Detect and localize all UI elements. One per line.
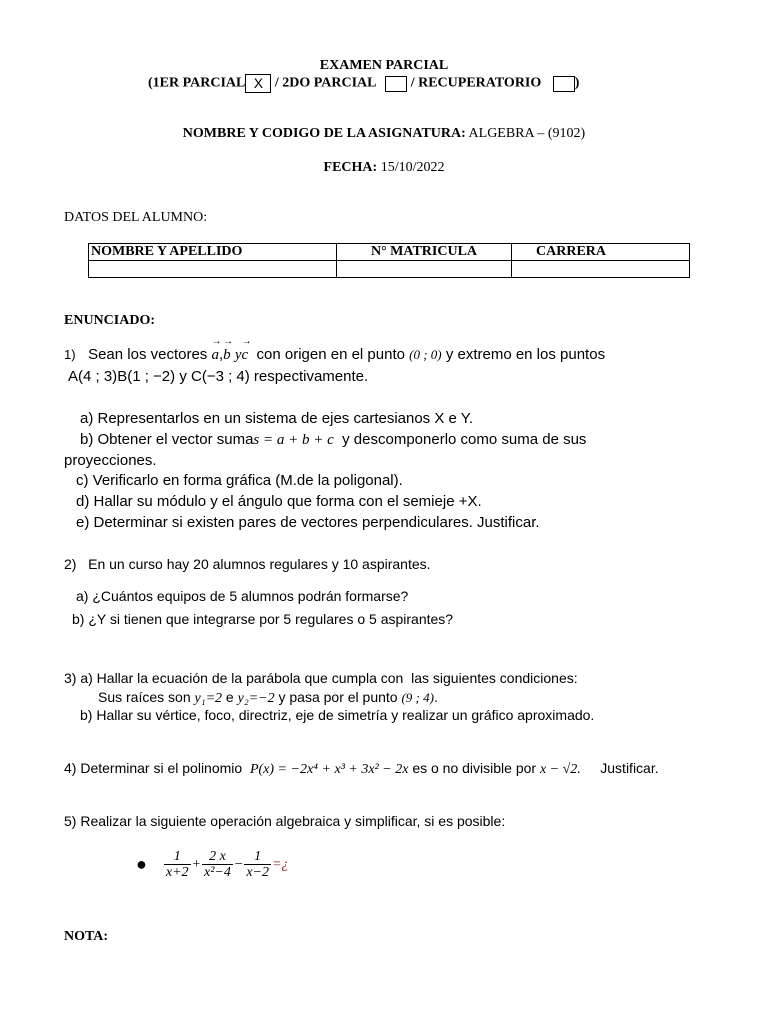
q2-item-b: b) ¿Y si tienen que integrarse por 5 regulares o 5 aspirantes?: [72, 611, 454, 627]
bullet-icon: ●: [136, 854, 147, 874]
col-carrera-header: CARRERA: [512, 244, 690, 261]
fraction-3: [244, 849, 271, 880]
first-partial-mark: X: [253, 75, 264, 91]
q4-justify: Justificar.: [600, 760, 659, 776]
q1-text-c: y extremo en los puntos: [445, 346, 606, 363]
q3-item-b: b) Hallar su vértice, foco, directriz, eje de simetría y realizar un gráfico aproximado.: [80, 707, 595, 723]
root-1: y₁=2: [194, 691, 223, 706]
close-paren: ): [574, 75, 580, 91]
q3-and: e: [225, 689, 234, 705]
q1-number: 1): [64, 347, 76, 362]
q1-line2: [68, 368, 368, 385]
subject-value: ALGEBRA – (9102): [468, 126, 586, 141]
second-partial-checkbox[interactable]: [385, 76, 407, 92]
name-cell[interactable]: [89, 261, 337, 278]
point-b: B(1 ; −2): [117, 368, 176, 385]
q1-item-c: c) Verificarlo en forma gráfica (M.de la poligonal).: [76, 472, 403, 489]
carrera-cell[interactable]: [512, 261, 690, 278]
fraction-3-num: 1: [254, 849, 262, 864]
q1-item-d: d) Hallar su módulo y el ángulo que forma con el semieje +X.: [76, 493, 482, 510]
vector-b: → b: [223, 347, 231, 364]
q5-expression: [136, 849, 288, 880]
enunciado-title: ENUNCIADO:: [64, 313, 155, 328]
fraction-3-den: x−2: [246, 865, 269, 880]
q3-line2: Sus raíces son y₁=2 e y₂=−2 y pasa por el punto (9 ; 4).: [98, 689, 438, 706]
q3-roots-label: Sus raíces son: [98, 689, 191, 705]
divisor: x − √2.: [539, 762, 581, 777]
q3-line1: 3) a) Hallar la ecuación de la parábola que cumpla con las siguientes condiciones:: [64, 670, 578, 686]
q4-line: [64, 760, 659, 778]
fraction-1-num: 1: [173, 849, 181, 864]
q4-text-b: es o no divisible por: [412, 760, 537, 776]
point-c: y C(−3 ; 4): [179, 368, 250, 385]
q1-item-a: a) Representarlos en un sistema de ejes cartesianos X e Y.: [80, 410, 474, 427]
second-partial-label: / 2DO PARCIAL: [274, 75, 376, 91]
equals-sign: =¿: [271, 856, 289, 872]
minus-sign: −: [233, 856, 244, 872]
sum-vector-formula: s = a + b + c: [253, 432, 334, 448]
fraction-2-num: 2 x: [209, 849, 226, 864]
q1-item-b-cont: proyecciones.: [64, 452, 157, 469]
fraction-1-den: x+2: [165, 865, 189, 880]
q1-line1: 1) Sean los vectores → a,→ b y→ c con origen en el punto (0 ; 0) y extremo en los puntos: [64, 346, 605, 364]
table-header-row: [89, 244, 690, 261]
plus-sign: +: [191, 856, 201, 872]
point-a: A(4 ; 3): [68, 368, 118, 385]
date-label: FECHA:: [323, 160, 378, 175]
date-value: 15/10/2022: [380, 160, 445, 175]
subject-label: NOMBRE Y CODIGO DE LA ASIGNATURA:: [182, 126, 466, 141]
q1-item-b: [80, 431, 586, 449]
student-data-title: DATOS DEL ALUMNO:: [64, 210, 208, 225]
vector-a: → a: [211, 347, 219, 364]
first-partial-label: (1ER PARCIAL: [148, 75, 246, 91]
fraction-1: [164, 849, 191, 880]
matricula-cell[interactable]: [337, 261, 512, 278]
recuperatorio-checkbox[interactable]: [553, 76, 575, 92]
col-matricula-header: N° MATRICULA: [337, 244, 512, 261]
q1-text-b: con origen en el punto: [256, 346, 405, 363]
origin-point: (0 ; 0): [409, 347, 442, 362]
fraction-2: [202, 849, 233, 880]
root-2: y₂=−2: [237, 691, 275, 706]
first-partial-checkbox[interactable]: [245, 74, 271, 93]
q1-item-e: e) Determinar si existen pares de vectores perpendiculares. Justificar.: [76, 514, 540, 531]
nota-label: NOTA:: [64, 929, 109, 944]
student-data-table: [88, 243, 690, 278]
q1-item-b-text: b) Obtener el vector suma: [80, 431, 254, 448]
exam-title: EXAMEN PARCIAL: [319, 58, 449, 73]
q4-text-a: 4) Determinar si el polinomio: [64, 760, 243, 776]
q1-item-b-text2: y descomponerlo como suma de sus: [342, 431, 587, 448]
q5-text: 5) Realizar la siguiente operación algebraica y simplificar, si es posible:: [64, 813, 506, 829]
vector-c: → c: [242, 347, 249, 364]
table-row: [89, 261, 690, 278]
q1-text-a: Sean los vectores: [88, 346, 208, 363]
fraction-2-den: x²−4: [204, 865, 231, 880]
date-line: [0, 160, 768, 176]
q1-y: y: [234, 347, 242, 363]
q3-point: (9 ; 4): [401, 690, 434, 705]
q3-point-label: y pasa por el punto: [278, 689, 398, 705]
col-name-header: NOMBRE Y APELLIDO: [89, 244, 337, 261]
q1-text-d: respectivamente.: [253, 368, 369, 385]
q2-text: 2) En un curso hay 20 alumnos regulares y 10 aspirantes.: [64, 556, 431, 572]
q2-item-a: a) ¿Cuántos equipos de 5 alumnos podrán formarse?: [76, 588, 409, 604]
exam-type-line: [148, 74, 579, 93]
subject-line: [0, 126, 768, 142]
recuperatorio-label: / RECUPERATORIO: [410, 75, 542, 91]
polynomial: P(x) = −2x⁴ + x³ + 3x² − 2x: [249, 762, 409, 777]
